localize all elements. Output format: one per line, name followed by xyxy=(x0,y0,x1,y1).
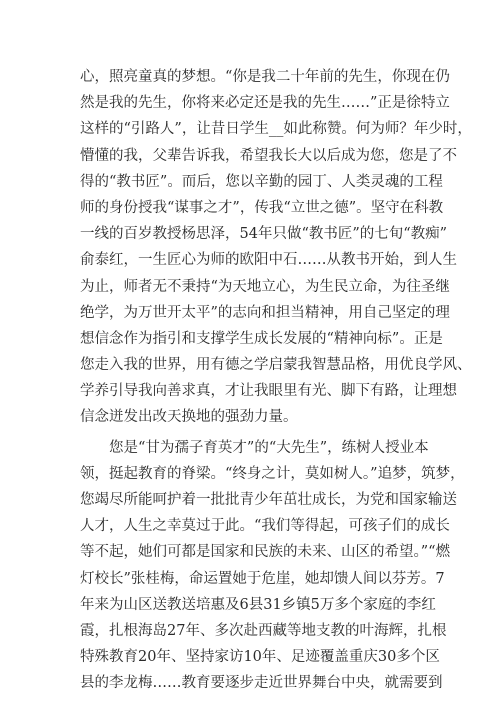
text-line: 这样的“引路人”，让昔日学生__如此称赞。何为师？年少时， xyxy=(80,121,472,138)
text-line: 年来为山区送教送培惠及6县31乡镇5万多个家庭的李红 xyxy=(80,596,436,613)
text-line: 俞泰红，一生匠心为师的欧阳中石……从教书开始，到人生 xyxy=(80,252,457,269)
paragraph-1 xyxy=(80,64,472,431)
text-line: 人才，人生之幸莫过于此。“我们等得起，可孩子们的成长 xyxy=(80,518,450,535)
text-line: 心，照亮童真的梦想。“你是我二十年前的先生，你现在仍 xyxy=(80,69,450,85)
text-line: 然是我的先生，你将来必定还是我的先生……”正是徐特立 xyxy=(80,95,450,112)
paragraph-2 xyxy=(80,435,465,697)
text-line: 绝学，为万世开太平”的志向和担当精神，用自己坚定的理 xyxy=(80,304,450,321)
text-line: 想信念作为指引和支撑学生成长发展的“精神向标”。正是 xyxy=(80,330,443,347)
text-line: 灯校长”张桂梅，命运置她于危崖，她却馈人间以芬芳。7 xyxy=(80,570,445,587)
text-line: 懵懂的我，父辈告诉我，希望我长大以后成为您，您是了不 xyxy=(80,147,457,164)
text-line: 得的“教书匠”。而后，您以辛勤的园丁、人类灵魂的工程 xyxy=(80,173,443,190)
text-line: 您竭尽所能呵护着一批批青少年茁壮成长，为党和国家输送 xyxy=(80,492,457,508)
text-line: 县的李龙梅……教育要逐步走近世界舞台中央，就需要到 xyxy=(80,675,443,692)
text-line: 一线的百岁教授杨思泽，54年只做“教书匠”的七旬“教痴” xyxy=(80,226,448,243)
text-line: 您走入我的世界，用有德之学启蒙我智慧品格，用优良学风、 xyxy=(80,357,472,374)
text-line: 特殊教育20年、坚持家访10年、足迹覆盖重庆30多个区 xyxy=(80,649,440,666)
text-line: 等不起，她们可都是国家和民族的未来、山区的希望。”“燃 xyxy=(80,544,451,561)
text-line: 师的身份授我“谋事之才”，传我“立世之德”。坚守在科教 xyxy=(80,199,444,216)
text-line: 领，挺起教育的脊梁。“终身之计，莫如树人。”追梦，筑梦， xyxy=(80,465,465,482)
text-line: 学养引导我向善求真，才让我眼里有光、脚下有路，让理想 xyxy=(80,383,457,400)
text-line: 您是“甘为孺子育英才”的“大先生”，练树人授业本 xyxy=(80,439,429,456)
document-body xyxy=(80,64,472,697)
text-line: 为止，师者无不秉持“为天地立心，为生民立命，为往圣继 xyxy=(80,278,450,295)
text-line: 信念迸发出改天换地的强劲力量。 xyxy=(80,409,298,426)
text-line: 霞，扎根海岛27年、多次赴西藏等地支教的叶海辉，扎根 xyxy=(80,622,447,639)
